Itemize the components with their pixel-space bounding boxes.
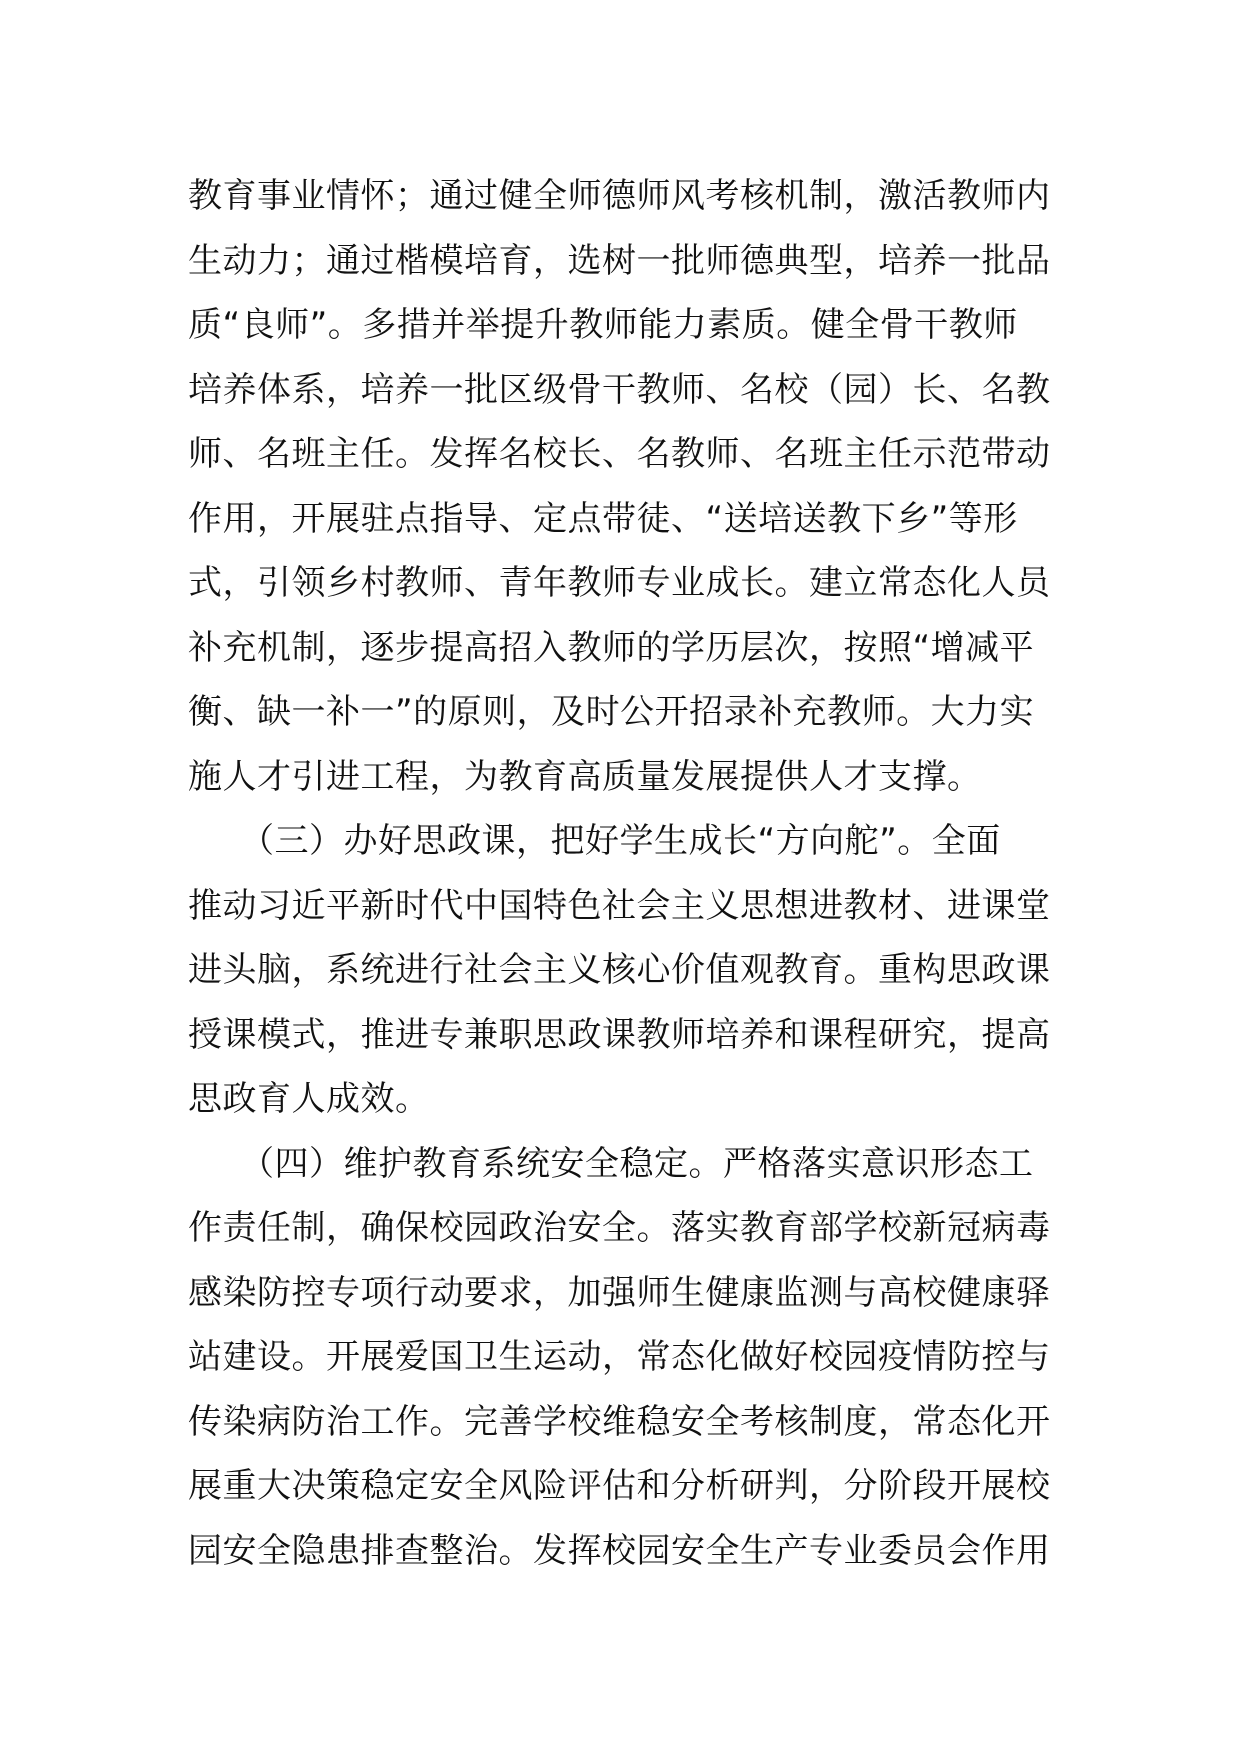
- text-line: 进头脑，系统进行社会主义核心价值观教育。重构思政课: [188, 950, 1051, 990]
- text-line: 质“良师”。多措并举提升教师能力素质。健全骨干教师: [188, 305, 1018, 345]
- text-line: 站建设。开展爱国卫生运动，常态化做好校园疫情防控与: [188, 1337, 1051, 1377]
- section-heading-line: （三）办好思政课，把好学生成长“方向舵”。全面: [188, 821, 1001, 861]
- text-line: 施人才引进工程，为教育高质量发展提供人才支撑。: [188, 756, 982, 797]
- text-line: 补充机制，逐步提高招入教师的学历层次，按照“增减平: [188, 627, 1035, 668]
- text-line: 衡、缺一补一”的原则，及时公开招录补充教师。大力实: [188, 692, 1035, 732]
- text-line: 培养体系，培养一批区级骨干教师、名校（园）长、名教: [188, 369, 1051, 410]
- text-line: 传染病防治工作。完善学校维稳安全考核制度，常态化开: [188, 1401, 1051, 1442]
- text-line: 生动力；通过楷模培育，选树一批师德典型，培养一批品: [188, 240, 1051, 281]
- text-line: 式，引领乡村教师、青年教师专业成长。建立常态化人员: [188, 563, 1051, 603]
- text-line: 作责任制，确保校园政治安全。落实教育部学校新冠病毒: [188, 1208, 1051, 1248]
- section-heading-line: （四）维护教育系统安全稳定。严格落实意识形态工: [188, 1143, 1034, 1184]
- text-line: 园安全隐患排查整治。发挥校园安全生产专业委员会作用: [188, 1530, 1051, 1571]
- text-line: 作用，开展驻点指导、定点带徒、“送培送教下乡”等形: [188, 498, 1018, 539]
- text-line: 师、名班主任。发挥名校长、名教师、名班主任示范带动: [188, 434, 1051, 474]
- text-line: 展重大决策稳定安全风险评估和分析研判，分阶段开展校: [188, 1466, 1051, 1506]
- text-line: 思政育人成效。: [188, 1079, 430, 1119]
- text-line: 授课模式，推进专兼职思政课教师培养和课程研究，提高: [188, 1014, 1051, 1055]
- text-line: 推动习近平新时代中国特色社会主义思想进教材、进课堂: [188, 885, 1051, 926]
- text-line: 教育事业情怀；通过健全师德师风考核机制，激活教师内: [188, 176, 1051, 216]
- text-line: 感染防控专项行动要求，加强师生健康监测与高校健康驿: [188, 1272, 1051, 1313]
- body-text: [188, 164, 1058, 1583]
